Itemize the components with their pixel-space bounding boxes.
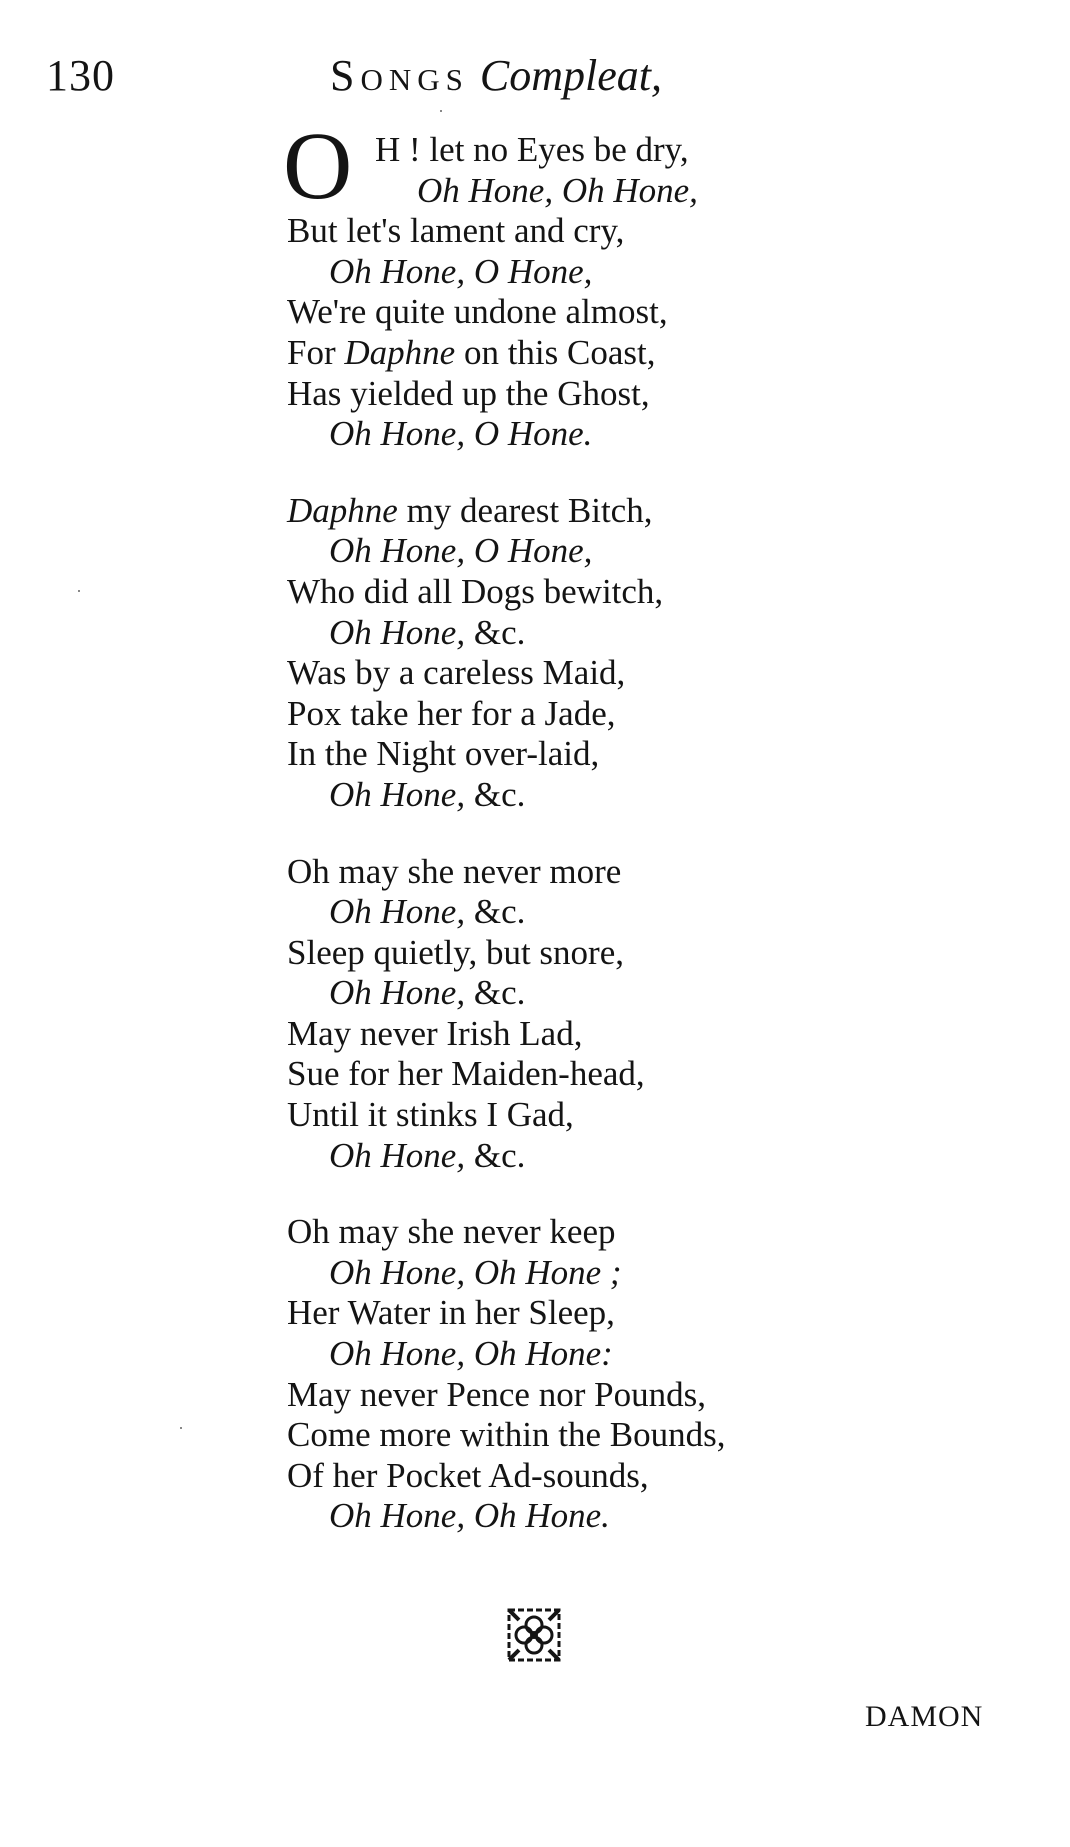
poem-line: In the Night over-laid, <box>287 734 600 774</box>
poem-line: We're quite undone almost, <box>287 292 668 332</box>
poem-line: Who did all Dogs bewitch, <box>287 571 664 611</box>
poem-line: For Daphne on this Coast, <box>287 332 656 372</box>
drop-cap: O <box>283 112 353 219</box>
refrain-line: Oh Hone, O Hone, <box>329 251 593 291</box>
print-speck <box>78 590 80 592</box>
poem-line: May never Irish Lad, <box>287 1013 583 1053</box>
poem-line: Her Water in her Sleep, <box>287 1293 615 1333</box>
poem-line: May never Pence nor Pounds, <box>287 1374 706 1414</box>
stanza <box>287 852 907 1177</box>
poem-line: H ! let no Eyes be dry, <box>375 130 689 169</box>
poem-line: Of her Pocket Ad-sounds, <box>287 1455 649 1495</box>
refrain-line: Oh Hone, &c. <box>329 1135 526 1175</box>
stanza <box>287 491 907 816</box>
running-head-title: Songs <box>330 51 469 100</box>
poem-line: Pox take her for a Jade, <box>287 693 616 733</box>
stanza <box>287 130 907 455</box>
poem-line: Has yielded up the Ghost, <box>287 373 650 413</box>
poem <box>283 112 907 1573</box>
poem-line: Until it stinks I Gad, <box>287 1095 574 1135</box>
refrain-line: Oh Hone, O Hone. <box>329 414 593 454</box>
refrain-line: Oh Hone, Oh Hone ; <box>329 1252 622 1292</box>
print-speck <box>440 110 442 112</box>
poem-line: Daphne my dearest Bitch, <box>287 490 653 530</box>
refrain-line: Oh Hone, O Hone, <box>329 531 593 571</box>
running-head-subtitle: Compleat, <box>479 51 662 100</box>
refrain-line: Oh Hone, &c. <box>329 973 526 1013</box>
refrain-line: Oh Hone, &c. <box>329 892 526 932</box>
poem-line: Sue for her Maiden-head, <box>287 1054 645 1094</box>
refrain-line: Oh Hone, &c. <box>329 774 526 814</box>
fleuron-icon <box>507 1608 561 1662</box>
running-head <box>330 50 662 101</box>
refrain-line: Oh Hone, &c. <box>329 612 526 652</box>
poem-line: But let's lament and cry, <box>287 211 625 251</box>
poem-line: Come more within the Bounds, <box>287 1415 726 1455</box>
print-speck <box>180 1427 182 1429</box>
refrain-line: Oh Hone, Oh Hone. <box>329 1496 610 1536</box>
poem-line: Was by a careless Maid, <box>287 653 626 693</box>
poem-line: Sleep quietly, but snore, <box>287 932 624 972</box>
stanza <box>287 1212 907 1537</box>
refrain-line: Oh Hone, Oh Hone, <box>417 170 698 210</box>
page-number: 130 <box>46 51 115 100</box>
catchword: DAMON <box>865 1700 984 1733</box>
poem-line: Oh may she never more <box>287 851 622 891</box>
refrain-line: Oh Hone, Oh Hone: <box>329 1334 613 1374</box>
poem-line: Oh may she never keep <box>287 1212 616 1252</box>
